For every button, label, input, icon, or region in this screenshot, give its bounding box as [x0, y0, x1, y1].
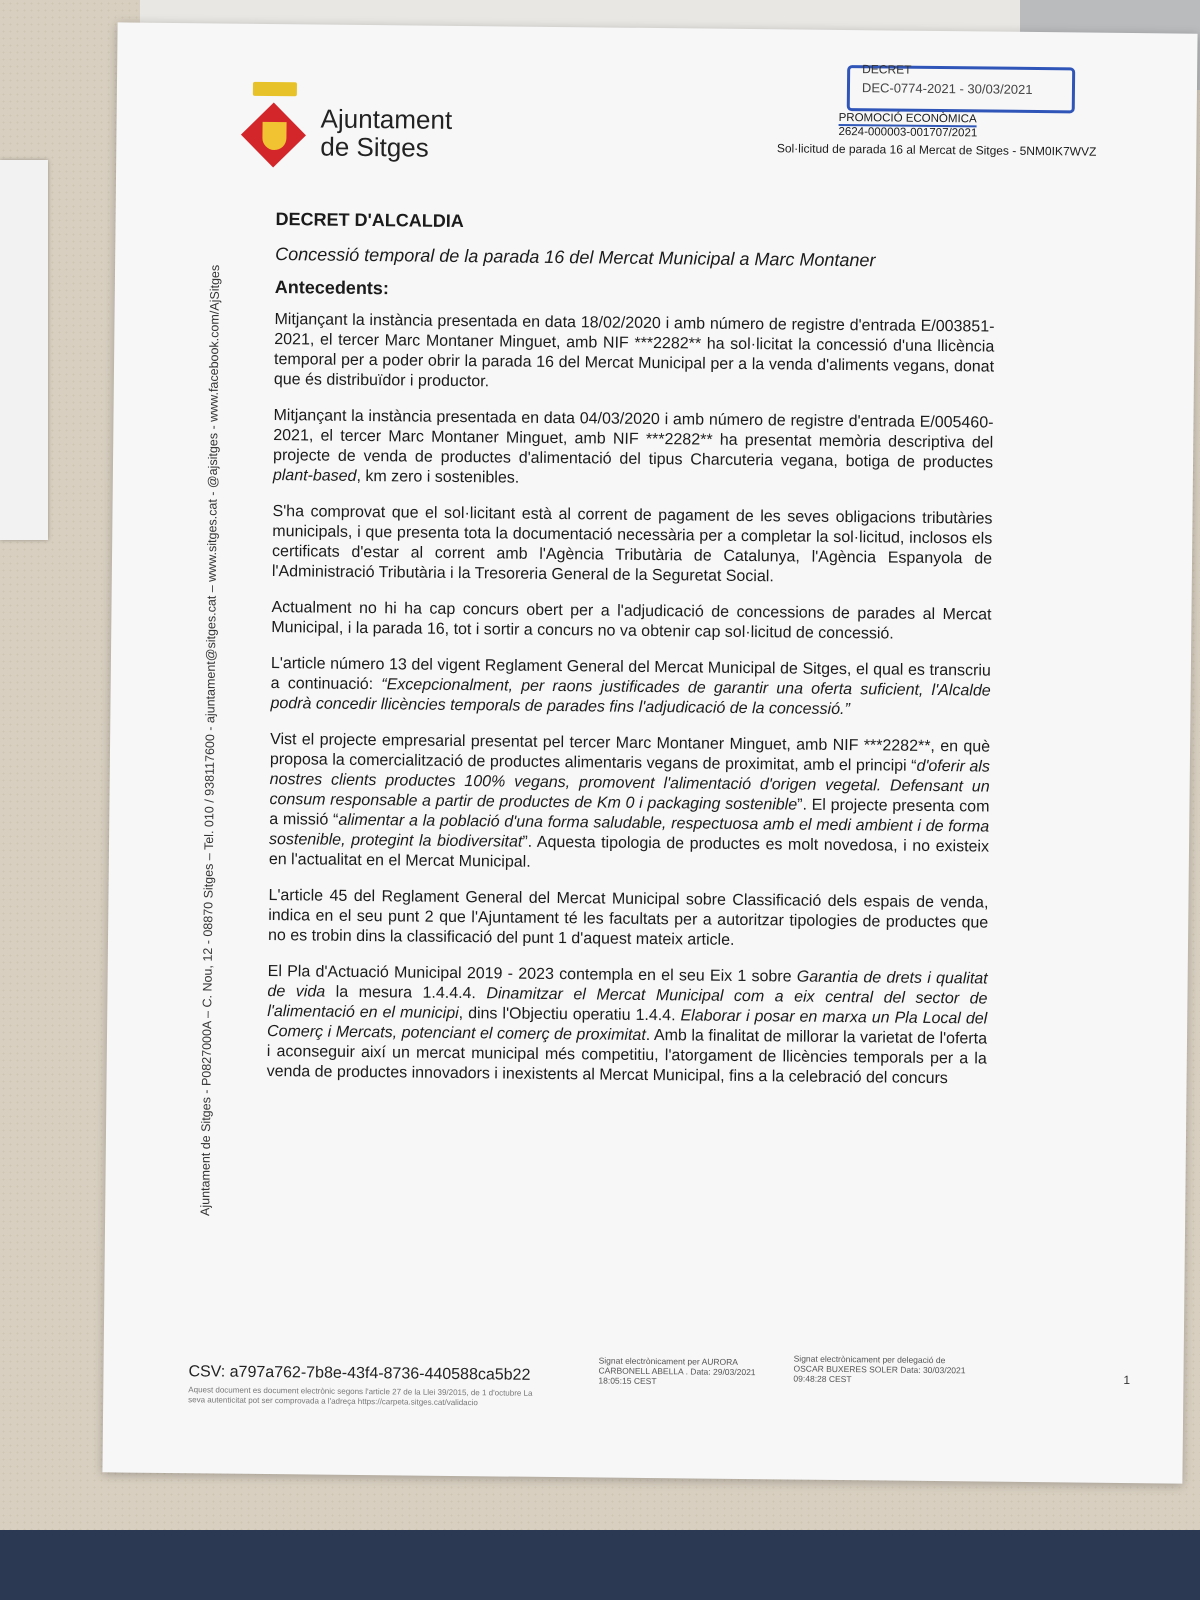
department-block — [838, 112, 1098, 141]
csv-note: Aquest document es document electrònic segons l'article 27 de la Llei 39/2015, de 1 d'octubre La seva autenticitat pot ser comprovada a l'adreça https://carpeta.sitges.cat/validacio — [188, 1385, 533, 1408]
background-desk-edge — [0, 1530, 1200, 1600]
paragraph-8: El Pla d'Actuació Municipal 2019 - 2023 contempla en el seu Eix 1 sobre Garantia de drets i qualitat de vida la mesura 1.4.4.4. Dinamitzar el Mercat Municipal com a eix central del sector de l'alimentació en el municipi, dins l'Objectiu operatiu 1.4.4. Elaborar i posar en marxa un Pla Local del Comerç i Mercats, potenciant el comerç de proximitat. Amb la finalitat de millorar la varietat de l'oferta i aconseguir així un mercat municipal més competitiu, l'atorgament de llicències temporals per a la venda de productes innovadors i inexistents al Mercat Municipal, fins a la celebració del concurs — [266, 963, 988, 1088]
crown-icon — [253, 82, 297, 96]
paragraph-4: Actualment no hi ha cap concurs obert per a l'adjudicació de concessions de parades al Mercat Municipal, i la parada 16, tot i sortir a concurs no va obtenir cap sol·licitud de concessió. — [271, 599, 992, 643]
document-title: DECRET D'ALCALDIA — [275, 209, 464, 232]
logo-line-2: de Sitges — [320, 131, 429, 163]
paragraph-1: Mitjançant la instància presentada en data 18/02/2020 i amb número de registre d'entrada E/003851-2021, el tercer Marc Montaner Minguet, amb NIF ***2282** ha sol·licitat la concessió d'una llicència temporal per a poder obrir la parada 16 del Mercat Municipal per a la venda d'aliments vegans, donat que és distribuïdor i productor. — [273, 311, 995, 391]
paragraph-5: L'article número 13 del vigent Reglament General del Mercat Municipal de Sitges, el qual es transcriu a continuació: “Excepcionalment, per raons justificades de garantir una oferta suficient, l'Alcalde podrà concedir llicències temporals de parades fins l'adjudicació de la concessió.” — [270, 655, 991, 719]
background-paper-stack — [0, 160, 48, 540]
document-page — [102, 22, 1197, 1483]
logo-text — [320, 105, 452, 162]
side-contact-text: Ajuntament de Sitges - P0827000A – C. Nou, 12 - 08870 Sitges – Tel. 010 / 938117600 - ajuntament@sitges.cat – www.sitges.cat - @ajsitges - www.facebook.com/AjSitges — [198, 264, 223, 1217]
signature-2: Signat electrònicament per delegació de OSCAR BUXERES SOLER Data: 30/03/2021 09:48:28 CEST — [793, 1353, 966, 1385]
paragraph-2: Mitjançant la instància presentada en data 04/03/2020 i amb número de registre d'entrada E/005460-2021, el tercer Marc Montaner Minguet, amb NIF ***2282** ha presentat memòria descriptiva del projecte de venda de productes d'alimentació del tipus Charcuteria vegana, botiga de productes plant-based, km zero i sostenibles. — [272, 407, 994, 487]
decree-stamp — [847, 62, 1075, 113]
document-subject: Concessió temporal de la parada 16 del Mercat Municipal a Marc Montaner — [275, 244, 876, 271]
page-number: 1 — [1123, 1372, 1131, 1388]
section-heading: Antecedents: — [274, 277, 389, 299]
department-name: PROMOCIÓ ECONÒMICA — [838, 111, 977, 126]
department-reference: 2624-000003-001707/2021 — [838, 125, 978, 140]
shield-icon — [262, 122, 286, 150]
logo-line-1: Ajuntament — [320, 103, 453, 135]
request-reference: Sol·licitud de parada 16 al Mercat de Sitges - 5NM0IK7WVZ — [776, 141, 1097, 159]
document-footer — [188, 1353, 1149, 1408]
paragraph-7: L'article 45 del Reglament General del Mercat Municipal sobre Classificació dels espais de venda, indica en el seu punt 2 que l'Ajuntament té les facultats per a autoritzar tipologies de productes que no es trobin dins la classificació del punt 1 d'aquest mateix article. — [267, 887, 989, 949]
stamp-title: DECRET — [862, 62, 912, 77]
signature-1: Signat electrònicament per AURORA CARBONELL ABELLA . Data: 29/03/2021 18:05:15 CEST — [598, 1355, 756, 1387]
stamp-number: DEC-0774-2021 - 30/03/2021 — [861, 80, 1033, 97]
csv-code: CSV: a797a762-7b8e-43f4-8736-440588ca5b22 — [188, 1363, 531, 1384]
paragraph-3: S'ha comprovat que el sol·licitant està al corrent de pagament de les seves obligacions tributàries municipals, i que presenta tota la documentació necessària per a completar la sol·licitud, inclosos els certificats d'estar al corrent amb l'Agència Tributària de Catalunya, l'Agència Espanyola de l'Administració Tributària i la Tresoreria General de la Seguretat Social. — [271, 503, 993, 586]
document-body — [266, 209, 995, 1105]
municipality-logo — [244, 82, 475, 204]
paragraph-6: Vist el projecte empresarial presentat pel tercer Marc Montaner Minguet, amb NIF ***2282**, en què proposa la comercialització de productes alimentaris vegans de proximitat, amb el principi “d'oferir als nostres clients productes 100% vegans, promovent l'alimentació d'origen vegetal. Defensant un consum responsable a partir de productes de Km 0 i packaging sostenible”. El projecte presenta com a missió “alimentar a la població d'una forma saludable, respectuosa amb el medi ambient i de forma sostenible, protegint la biodiversitat”. Aquesta tipologia de productes es molt novedosa, i no existeix en l'actualitat en el Mercat Municipal. — [268, 731, 991, 871]
